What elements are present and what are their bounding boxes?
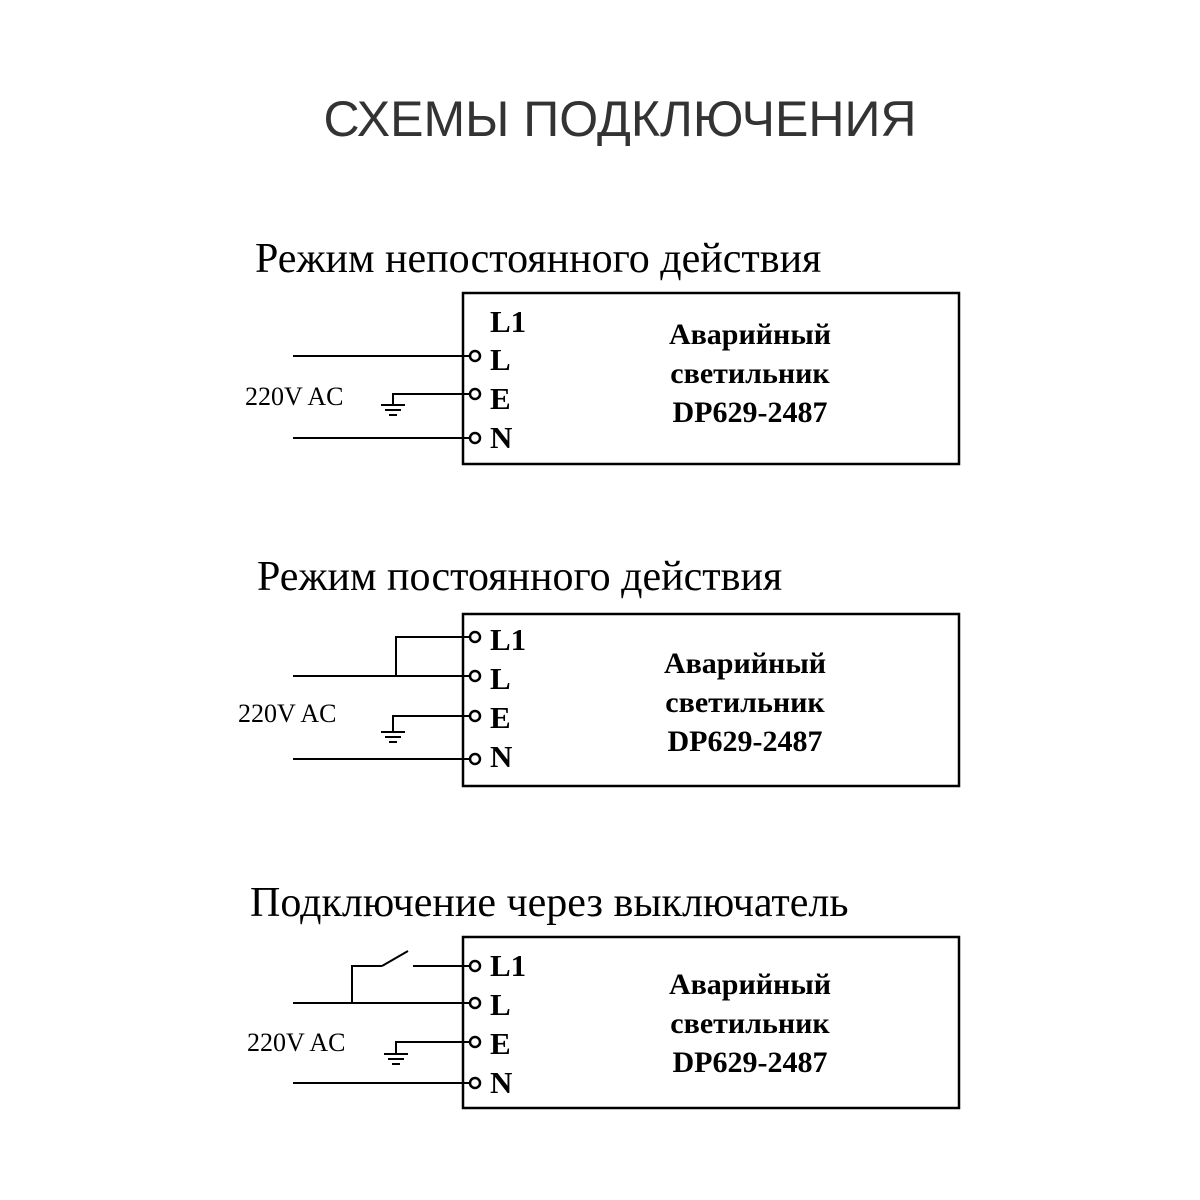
device-name-line-1: Аварийный [668,318,832,351]
page-title: СХЕМЫ ПОДКЛЮЧЕНИЯ [323,91,917,147]
terminal-l-icon [470,671,480,681]
device-name-line-2: светильник [670,1007,830,1040]
terminal-label-l: L [490,342,511,377]
device-model: DP629-2487 [667,725,823,758]
terminal-label-n: N [490,739,513,774]
terminal-label-n: N [490,1065,513,1100]
terminal-label-l: L [490,661,511,696]
device-name-line-1: Аварийный [663,647,827,680]
ground-icon [381,405,405,415]
switched-wire [352,966,382,1003]
terminal-n-icon [470,754,480,764]
supply-voltage-label: 220V AC [238,699,337,728]
device-model: DP629-2487 [672,396,828,429]
terminal-label-l1: L1 [490,622,527,657]
terminal-label-l1: L1 [490,304,527,339]
terminal-l1-icon [470,632,480,642]
terminal-label-e: E [490,700,511,735]
terminal-e-icon [470,711,480,721]
device-model: DP629-2487 [672,1046,828,1079]
earth-wire [393,716,470,732]
diagram-heading: Подключение через выключатель [250,880,849,926]
terminal-n-icon [470,1078,480,1088]
switch-icon [382,951,408,966]
device-name-line-1: Аварийный [668,968,832,1001]
terminal-label-n: N [490,420,513,455]
terminal-label-l: L [490,987,511,1022]
supply-voltage-label: 220V AC [247,1028,346,1057]
earth-wire [396,1042,470,1054]
diagram-non-maintained [245,236,959,464]
l1-bridge-wire [396,637,470,676]
diagram-heading: Режим непостоянного действия [255,236,822,282]
diagram-heading: Режим постоянного действия [257,554,783,600]
terminal-label-e: E [490,1026,511,1061]
terminal-e-icon [470,1037,480,1047]
terminal-l1-icon [470,961,480,971]
diagram-maintained [238,554,959,786]
terminal-l-icon [470,998,480,1008]
ground-icon [381,732,405,742]
terminal-e-icon [470,389,480,399]
device-name-line-2: светильник [670,357,830,390]
terminal-label-e: E [490,381,511,416]
terminal-l-icon [470,351,480,361]
terminal-label-l1: L1 [490,948,527,983]
diagram-via-switch [247,880,959,1108]
ground-icon [384,1054,408,1064]
device-name-line-2: светильник [665,686,825,719]
earth-wire [393,394,470,405]
supply-voltage-label: 220V AC [245,382,344,411]
terminal-n-icon [470,433,480,443]
